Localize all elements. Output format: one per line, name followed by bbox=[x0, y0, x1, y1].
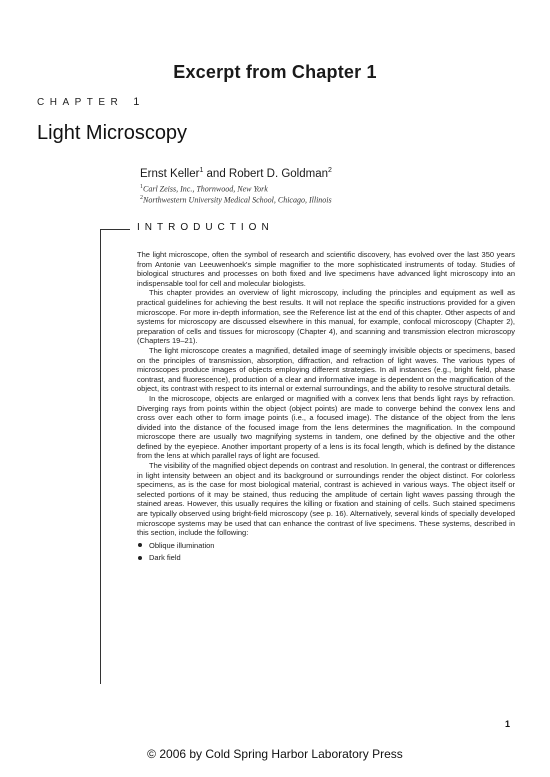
bullet-dot-icon bbox=[138, 543, 142, 547]
affiliation-2-text: Northwestern University Medical School, Chicago, Illinois bbox=[143, 195, 332, 205]
paragraph-4: In the microscope, objects are enlarged or magnified with a convex lens that bends light rays by refraction. Diverging rays from points within the object (object points) are made to converge behind the convex lens and cross over each other to form image points (i.e., a focused image). The distance of the object from the lens divided into the distance of the focused image from the lens determines the magnification. In the compound microscope there are usually two magnifying systems in tandem, one defined by the objective and the other defined by the eyepiece. Another important property of a lens is its focal length, which is defined by the distance from the lens at which parallel rays of light are focused. bbox=[137, 393, 515, 461]
bullet-text: Oblique illumination bbox=[149, 540, 215, 550]
page-number: 1 bbox=[505, 719, 511, 729]
paragraph-2: This chapter provides an overview of light microscopy, including the principles and equipment as well as practical guidelines for achieving the best results. It will not replace the specific instructions provided for a given microscope. For more in-depth information, see the Reference list at the end of this chapter. Other aspects of and systems for microscopy are discussed elsewhere in this manual, for example, confocal microscopy (Chapter 2), preparation of cells and tissues for microscopy (Chapter 4), and scanning and transmission electron microscopy (Chapters 19–21). bbox=[137, 288, 515, 346]
bullet-dot-icon bbox=[138, 556, 142, 560]
affiliation-1 bbox=[140, 184, 268, 194]
body-text bbox=[137, 250, 515, 566]
chapter-number: 1 bbox=[133, 96, 140, 108]
copyright-notice: © 2006 by Cold Spring Harbor Laboratory Press bbox=[147, 747, 403, 761]
section-rule-top bbox=[100, 229, 130, 230]
bullet-text: Dark field bbox=[149, 553, 181, 563]
affiliation-1-text: Carl Zeiss, Inc., Thornwood, New York bbox=[143, 184, 268, 194]
author-1-mark: 1 bbox=[199, 167, 204, 174]
affiliation-1-mark: 1 bbox=[140, 184, 143, 190]
author-2: Robert D. Goldman bbox=[228, 167, 328, 180]
author-1: Ernst Keller bbox=[140, 167, 200, 180]
bullet-item bbox=[137, 541, 515, 551]
bullet-item bbox=[137, 553, 515, 563]
paragraph-3: The light microscope creates a magnified, detailed image of seemingly invisible objects or specimens, based on the principles of transmission, absorption, diffraction, and refraction of light waves. The various types of microscopes produce images of objects employing different strategies. In all instances (e.g., bright field, phase contrast, and fluorescence), production of a clear and informative image is dependent on the magnification of the object, its contrast with respect to its internal or external surroundings, and the ability to resolve structural details. bbox=[137, 345, 515, 394]
excerpt-title: Excerpt from Chapter 1 bbox=[173, 62, 377, 82]
chapter-label-text: CHAPTER bbox=[37, 97, 124, 108]
paragraph-1: The light microscope, often the symbol of research and scientific discovery, has evolved over the last 350 years from Antonie van Leeuwenhoek's simple magnifier to the more sophisticated instruments of today. Studies of biological structures and processes on both fixed and live specimens have advanced light microscopy into an indispensable tool for cell and molecular biologists. bbox=[137, 250, 515, 288]
author-connector: and bbox=[203, 167, 229, 180]
bullet-list bbox=[137, 541, 515, 563]
section-rule-left bbox=[100, 229, 101, 684]
author-line bbox=[140, 167, 332, 180]
affiliation-2 bbox=[140, 195, 332, 205]
chapter-label bbox=[37, 96, 139, 108]
paragraph-5: The visibility of the magnified object depends on contrast and resolution. In general, the contrast or differences in light intensity between an object and its background or surroundings render the object distinct. For colorless specimens, as is the case for most biological material, contrast is achieved in various ways. The object itself or selected portions of it may be stained, thus reducing the amplitude of certain light waves passing through the stained areas. However, this usually requires the killing or fixation and staining of cells. Such stained specimens are typically observed using bright-field microscopy (see p. 16). Alternatively, several kinds of specially developed microscope systems may be used that can enhance the contrast of live specimens. These systems, described in this section, include the following: bbox=[137, 461, 515, 538]
chapter-title: Light Microscopy bbox=[37, 122, 188, 144]
affiliation-2-mark: 2 bbox=[140, 195, 143, 201]
author-2-mark: 2 bbox=[328, 167, 332, 174]
section-heading: INTRODUCTION bbox=[137, 222, 274, 233]
